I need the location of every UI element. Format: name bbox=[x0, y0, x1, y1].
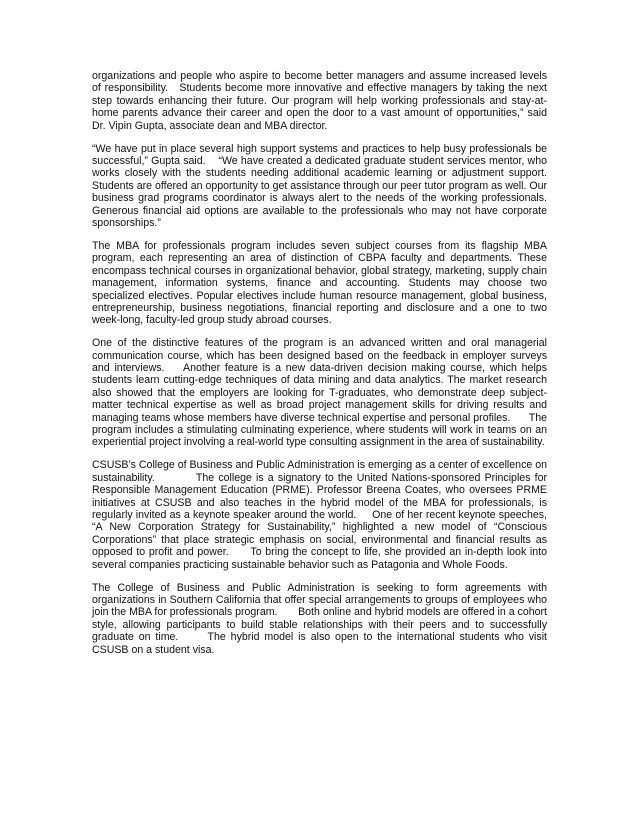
document-page bbox=[92, 70, 562, 666]
paragraph-5: CSUSB’s College of Business and Public Administration is emerging as a center of excellence on sustainability. The college is a signatory to the United Nations-sponsored Principles for Responsible Management Education (PRME). Professor Breena Coates, who oversees PRME initiatives at CSUSB and also teaches in the hybrid model of the MBA for professionals, is regularly invited as a keynote speaker around the world. One of her recent keynote speeches, “A New Corporation Strategy for Sustainability,” highlighted a new model of “Conscious Corporations” that place strategic emphasis on social, environmental and financial results as opposed to profit and power. To bring the concept to life, she provided an in-depth look into several companies practicing sustainable behavior such as Patagonia and Whole Foods. bbox=[92, 459, 550, 571]
paragraph-2: “We have put in place several high support systems and practices to help busy professionals be successful,” Gupta said. “We have created a dedicated graduate student services mentor, who works closely with the students needing additional academic learning or adjustment support. Students are offered an opportunity to get assistance through our peer tutor program as well. Our business grad programs coordinator is always alert to the needs of the working professionals. Generous financial aid options are available to the professionals who may not have corporate sponsorships.” bbox=[92, 142, 562, 229]
paragraph-4: One of the distinctive features of the program is an advanced written and oral managerial communication course, which has been designed based on the feedback in employer surveys and interviews. Another feature is a new data-driven decision making course, which helps students learn cutting-edge techniques of data mining and data analytics. The market research also showed that the employers are looking for T-graduates, who demonstrate deep subject-matter technical expertise as well as broad project management skills for driving results and managing teams whose members have diverse technical expertise and personal profiles. The program includes a stimulating culminating experience, where students will work in teams on an experiential project involving a real-world type consulting assignment in the area of sustainability. bbox=[92, 337, 550, 449]
paragraph-1: organizations and people who aspire to become better managers and assume increased levels of responsibility. Students become more innovative and effective managers by taking the next step towards enhancing their future. Our program will help working professionals and stay-at-home parents advance their career and open the door to a vast amount of opportunities,” said Dr. Vipin Gupta, associate dean and MBA director. bbox=[92, 70, 550, 132]
paragraph-3: The MBA for professionals program includes seven subject courses from its flagship MBA program, each representing an area of distinction of CBPA faculty and departments. These encompass technical courses in organizational behavior, global strategy, marketing, supply chain management, information systems, finance and accounting. Students may choose two specialized electives. Popular electives include human resource management, global business, entrepreneurship, business negotiations, financial reporting and disclosure and a one to two week-long, faculty-led group study abroad courses. bbox=[92, 239, 550, 327]
paragraph-6: The College of Business and Public Administration is seeking to form agreements with organizations in Southern California that offer special arrangements to groups of employees who join the MBA for professionals program. Both online and hybrid models are offered in a cohort style, allowing participants to build stable relationships with their peers and to successfully graduate on time. The hybrid model is also open to the international students who visit CSUSB on a student visa. bbox=[92, 581, 550, 656]
